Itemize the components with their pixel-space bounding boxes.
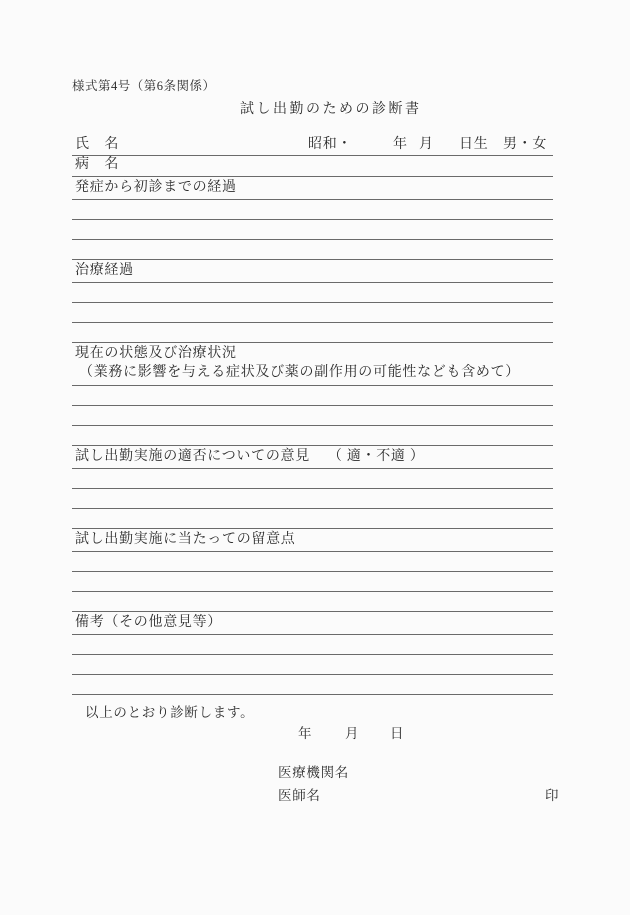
suitability-choice: （ 適・不適 ） — [327, 449, 425, 464]
section-notes-label-row — [72, 529, 553, 552]
disease-row — [72, 156, 553, 177]
date-line — [72, 722, 553, 740]
ruled-blank-line — [72, 220, 553, 240]
ruled-blank-line — [72, 489, 553, 509]
disease-label: 病 名 — [75, 157, 120, 172]
ruled-blank-line — [72, 509, 553, 529]
birth-day-label: 日生 — [459, 137, 489, 152]
page-title: 試し出勤のための診断書 — [240, 102, 422, 117]
ruled-blank-line — [72, 592, 553, 612]
ruled-blank-line — [72, 303, 553, 323]
section-treatment-label: 治療経過 — [75, 263, 134, 278]
ruled-blank-line — [72, 386, 553, 406]
section-onset-label: 発症から初診までの経過 — [75, 180, 237, 195]
birth-year-label: 年 — [393, 137, 408, 152]
ruled-blank-line — [72, 323, 553, 343]
section-treatment-label-row — [72, 260, 553, 283]
section-remarks-label-row — [72, 612, 553, 635]
form-table — [72, 137, 553, 695]
name-row — [72, 137, 553, 156]
sex-label: 男・女 — [503, 137, 548, 152]
section-suitability-label-row — [72, 446, 553, 469]
section-suitability-label: 試し出勤実施の適否についての意見 — [75, 449, 310, 464]
ruled-blank-line — [72, 572, 553, 592]
ruled-blank-line — [72, 675, 553, 695]
ruled-blank-line — [72, 655, 553, 675]
date-day-label: 日 — [390, 726, 405, 741]
ruled-blank-line — [72, 406, 553, 426]
section-current-state-label: 現在の状態及び治療状況 — [75, 346, 237, 361]
ruled-blank-line — [72, 469, 553, 489]
section-onset-label-row — [72, 177, 553, 200]
form-number: 様式第4号（第6条関係） — [72, 79, 216, 93]
section-remarks-label: 備考（その他意見等） — [75, 615, 222, 630]
section-current-state-label-row — [72, 343, 553, 386]
ruled-blank-line — [72, 426, 553, 446]
ruled-blank-line — [72, 552, 553, 572]
birth-era-label: 昭和・ — [308, 137, 353, 152]
birth-month-label: 月 — [419, 137, 434, 152]
institution-name-label: 医療機関名 — [278, 765, 349, 780]
name-label: 氏 名 — [75, 137, 120, 152]
ruled-blank-line — [72, 283, 553, 303]
doctor-name-label: 医師名 — [278, 788, 321, 803]
seal-label: 印 — [545, 788, 560, 803]
section-current-state-sublabel: （業務に影響を与える症状及び薬の副作用の可能性なども含めて） — [79, 365, 520, 380]
section-notes-label: 試し出勤実施に当たっての留意点 — [75, 532, 296, 547]
ruled-blank-line — [72, 635, 553, 655]
date-month-label: 月 — [345, 726, 360, 741]
ruled-blank-line — [72, 240, 553, 260]
ruled-blank-line — [72, 200, 553, 220]
diagnosis-statement: 以上のとおり診断します。 — [85, 705, 255, 720]
date-year-label: 年 — [298, 726, 313, 741]
